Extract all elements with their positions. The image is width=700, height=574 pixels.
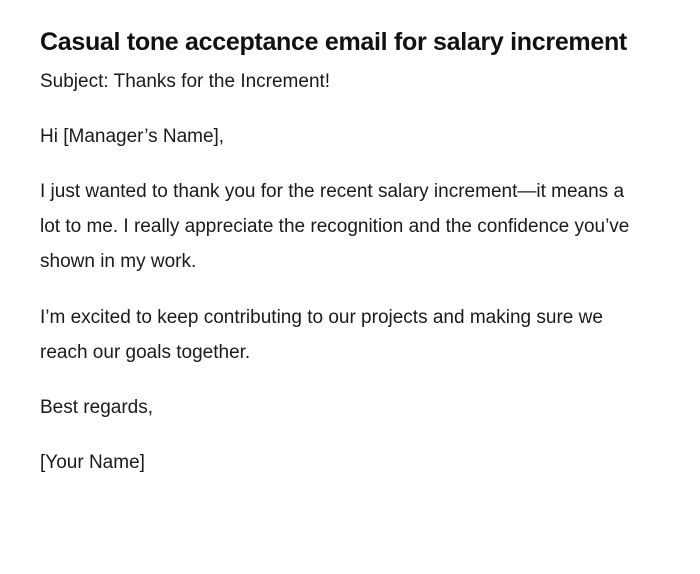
email-greeting: Hi [Manager’s Name],: [40, 126, 225, 147]
email-body-paragraph-thanks: I just wanted to thank you for the recent salary increment—it means a lot to me. I really appreciate the recognition and the confidence you’ve shown in my work.: [40, 181, 630, 272]
email-signature: [Your Name]: [40, 452, 145, 473]
page-title: Casual tone acceptance email for salary increment: [40, 28, 627, 56]
email-body-paragraph-contributing: I’m excited to keep contributing to our projects and making sure we reach our goals together.: [40, 307, 603, 363]
email-subject-line: Subject: Thanks for the Increment!: [40, 71, 331, 92]
email-signoff: Best regards,: [40, 397, 153, 418]
